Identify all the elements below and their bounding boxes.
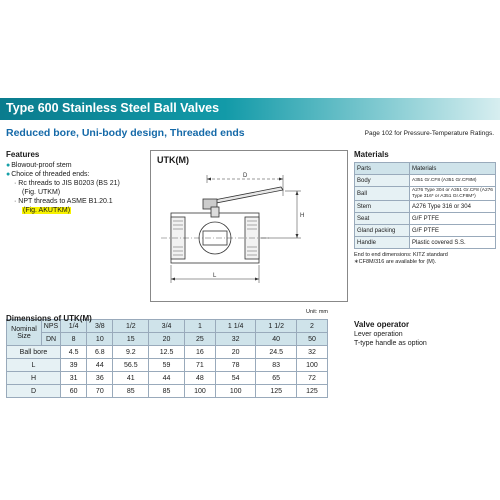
cell-value: 44 bbox=[87, 359, 113, 372]
features-title: Features bbox=[6, 150, 40, 159]
table-row bbox=[7, 385, 328, 398]
part-name: Handle bbox=[355, 237, 410, 249]
table-row bbox=[355, 237, 496, 249]
cell-value: 83 bbox=[256, 359, 297, 372]
dn-value: 20 bbox=[149, 333, 185, 346]
dim-label-h: H bbox=[300, 213, 305, 219]
nps-label: NPS bbox=[42, 320, 61, 333]
dimensions-title: Dimensions of UTK(M) bbox=[6, 314, 92, 323]
features-section bbox=[6, 150, 148, 215]
feature-item: ● Blowout-proof stem bbox=[6, 161, 148, 170]
row-label: Ball bore bbox=[7, 346, 61, 359]
cell-value: 125 bbox=[296, 385, 327, 398]
part-name: Body bbox=[355, 175, 410, 187]
nps-value: 1 1/2 bbox=[256, 320, 297, 333]
header-parts: Parts bbox=[355, 163, 410, 175]
feature-subitem: (Fig. UTKM) bbox=[22, 189, 61, 196]
cell-value: 16 bbox=[184, 346, 215, 359]
note-cf8m: ∗CF8M/316 are available for (M). bbox=[354, 259, 437, 266]
cell-value: 56.5 bbox=[113, 359, 149, 372]
cell-value: 36 bbox=[87, 372, 113, 385]
nps-value: 1 1/4 bbox=[215, 320, 256, 333]
cell-value: 78 bbox=[215, 359, 256, 372]
cell-value: 100 bbox=[184, 385, 215, 398]
materials-note bbox=[354, 252, 496, 266]
part-name: Stem bbox=[355, 201, 410, 213]
dn-value: 8 bbox=[61, 333, 87, 346]
cell-value: 85 bbox=[149, 385, 185, 398]
part-material: A351 Gr.CF8 (A351 Gr.CF8M) bbox=[410, 175, 496, 187]
feature-subitem-highlighted: (Fig. AKUTKM) bbox=[23, 207, 71, 214]
feature-subitem: · Rc threads to JIS B0203 (BS 21) bbox=[14, 180, 120, 187]
cell-value: 31 bbox=[61, 372, 87, 385]
row-label: H bbox=[7, 372, 61, 385]
part-material: G/F PTFE bbox=[410, 213, 496, 225]
dn-value: 32 bbox=[215, 333, 256, 346]
note-end-to-end: End to end dimensions: KITZ standard bbox=[354, 252, 448, 259]
dn-row bbox=[7, 333, 328, 346]
cell-value: 6.8 bbox=[87, 346, 113, 359]
materials-section bbox=[354, 150, 496, 266]
dn-value: 25 bbox=[184, 333, 215, 346]
part-material: Plastic covered S.S. bbox=[410, 237, 496, 249]
table-row bbox=[7, 359, 328, 372]
valve-operator-line: T-type handle as option bbox=[354, 340, 427, 347]
cell-value: 12.5 bbox=[149, 346, 185, 359]
cell-value: 39 bbox=[61, 359, 87, 372]
cell-value: 100 bbox=[215, 385, 256, 398]
table-row bbox=[355, 213, 496, 225]
valve-operator-section bbox=[354, 320, 496, 348]
dim-label-d: D bbox=[243, 173, 248, 179]
cell-value: 20 bbox=[215, 346, 256, 359]
cell-value: 9.2 bbox=[113, 346, 149, 359]
cell-value: 4.5 bbox=[61, 346, 87, 359]
dimensions-table bbox=[6, 319, 328, 398]
ball-valve-drawing bbox=[151, 151, 347, 301]
cell-value: 32 bbox=[296, 346, 327, 359]
cell-value: 72 bbox=[296, 372, 327, 385]
table-row bbox=[7, 372, 328, 385]
materials-title: Materials bbox=[354, 150, 389, 159]
table-row bbox=[355, 187, 496, 201]
row-label: D bbox=[7, 385, 61, 398]
table-header-row bbox=[355, 163, 496, 175]
page-title: Type 600 Stainless Steel Ball Valves bbox=[6, 101, 220, 115]
features-list bbox=[6, 161, 148, 215]
valve-diagram bbox=[150, 150, 348, 302]
part-name: Ball bbox=[355, 187, 410, 201]
dn-value: 10 bbox=[87, 333, 113, 346]
valve-operator-title: Valve operator bbox=[354, 320, 410, 329]
part-name: Gland packing bbox=[355, 225, 410, 237]
header-materials: Materials bbox=[410, 163, 496, 175]
cell-value: 71 bbox=[184, 359, 215, 372]
dn-value: 15 bbox=[113, 333, 149, 346]
part-material: A276 Type 316 or 304 bbox=[410, 201, 496, 213]
dn-label: DN bbox=[42, 333, 61, 346]
page-reference: Page 102 for Pressure-Temperature Ratings. bbox=[364, 130, 494, 137]
cell-value: 54 bbox=[215, 372, 256, 385]
nps-value: 2 bbox=[296, 320, 327, 333]
unit-label: Unit: mm bbox=[306, 309, 328, 315]
dimensions-header bbox=[6, 308, 328, 323]
dn-value: 40 bbox=[256, 333, 297, 346]
nps-value: 3/4 bbox=[149, 320, 185, 333]
dim-label-l: L bbox=[213, 273, 217, 279]
nps-value: 1 bbox=[184, 320, 215, 333]
part-material: G/F PTFE bbox=[410, 225, 496, 237]
cell-value: 70 bbox=[87, 385, 113, 398]
valve-operator-line: Lever operation bbox=[354, 331, 403, 338]
diagram-title: UTK(M) bbox=[157, 155, 189, 165]
feature-subitem: · NPT threads to ASME B1.20.1 bbox=[14, 198, 113, 205]
nps-value: 1/2 bbox=[113, 320, 149, 333]
cell-value: 44 bbox=[149, 372, 185, 385]
cell-value: 41 bbox=[113, 372, 149, 385]
cell-value: 100 bbox=[296, 359, 327, 372]
nps-value: 3/8 bbox=[87, 320, 113, 333]
nominal-size-label: Nominal Size bbox=[7, 320, 42, 346]
feature-item: ● Choice of threaded ends: bbox=[6, 170, 148, 179]
part-material: A276 Type 304 or A351 Gr.CF8 (A276 Type 316* or A351 Gr.CF8M*) bbox=[410, 187, 496, 201]
row-label: L bbox=[7, 359, 61, 372]
table-row bbox=[355, 201, 496, 213]
nps-value: 1/4 bbox=[61, 320, 87, 333]
materials-table bbox=[354, 162, 496, 249]
cell-value: 60 bbox=[61, 385, 87, 398]
cell-value: 24.5 bbox=[256, 346, 297, 359]
dimensions-section bbox=[6, 308, 328, 398]
cell-value: 65 bbox=[256, 372, 297, 385]
table-row bbox=[7, 346, 328, 359]
cell-value: 125 bbox=[256, 385, 297, 398]
title-banner bbox=[0, 98, 500, 120]
cell-value: 85 bbox=[113, 385, 149, 398]
table-row bbox=[355, 225, 496, 237]
subtitle: Reduced bore, Uni-body design, Threaded ends bbox=[6, 127, 245, 139]
table-row bbox=[355, 175, 496, 187]
cell-value: 48 bbox=[184, 372, 215, 385]
dn-value: 50 bbox=[296, 333, 327, 346]
part-name: Seat bbox=[355, 213, 410, 225]
cell-value: 59 bbox=[149, 359, 185, 372]
